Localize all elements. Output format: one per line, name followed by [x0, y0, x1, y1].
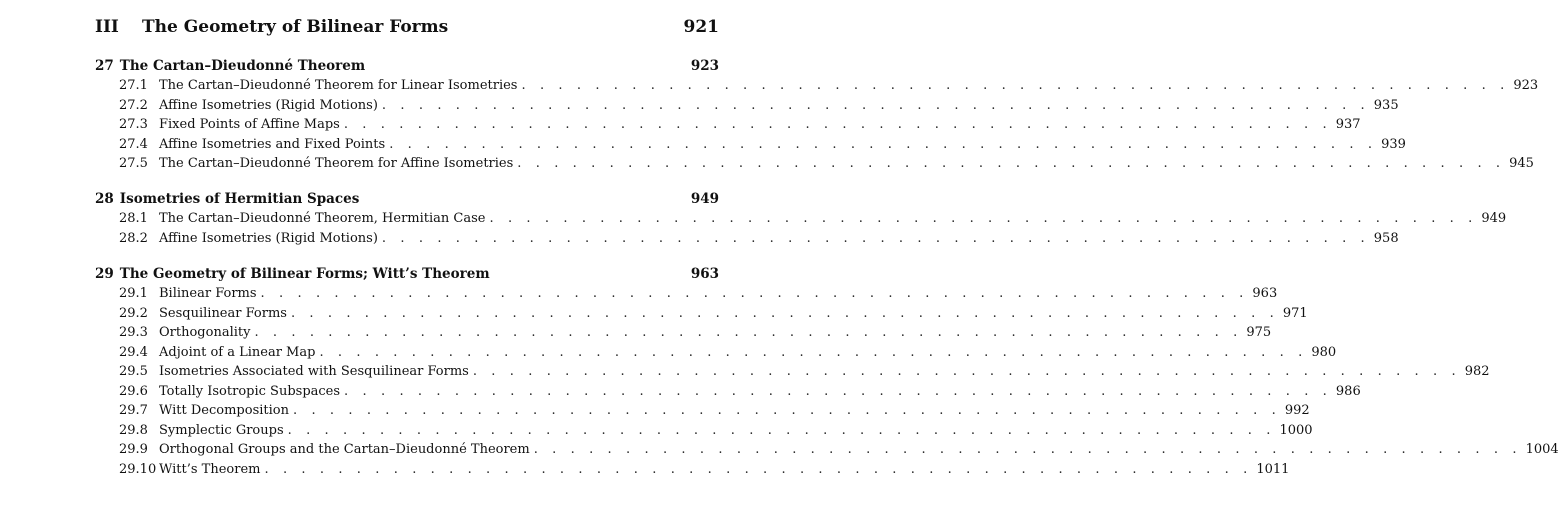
section-page-number: 971 — [1282, 305, 1308, 321]
toc-entry-29-9 — [119, 440, 1559, 459]
dot-leader: . . . . . . . . . . . . . . . . . . . . . . . . . . . . . . . . . . . . . . . . . . . . . . . . . . . . . . — [319, 344, 1308, 360]
dot-leader: . . . . . . . . . . . . . . . . . . . . . . . . . . . . . . . . . . . . . . . . . . . . . . . . . . . . . . — [381, 230, 1370, 246]
dot-leader: . . . . . . . . . . . . . . . . . . . . . . . . . . . . . . . . . . . . . . . . . . . . . . . . . . . . . . — [287, 422, 1276, 438]
section-number: 29.2 — [119, 305, 148, 321]
toc-entry-29-8 — [119, 421, 1313, 440]
chapter-number: 29 — [95, 266, 114, 282]
section-number: 29.3 — [119, 325, 148, 340]
toc-entry-29-4 — [119, 343, 1337, 362]
section-number: 29.9 — [119, 442, 148, 457]
section-title: Isometries Associated with Sesquilinear Forms — [159, 364, 469, 379]
section-page-number: 980 — [1311, 344, 1337, 360]
section-page-number: 1000 — [1279, 422, 1313, 438]
section-page-number: 982 — [1464, 364, 1490, 379]
section-title: The Cartan–Dieudonné Theorem, Hermitian Case — [159, 211, 486, 226]
section-title: Totally Isotropic Subspaces — [159, 383, 341, 399]
section-page-number: 939 — [1381, 136, 1406, 152]
section-title: Sesquilinear Forms — [159, 305, 287, 321]
dot-leader: . . . . . . . . . . . . . . . . . . . . . . . . . . . . . . . . . . . . . . . . . . . . . . . . . . . . . . — [343, 117, 1332, 132]
chapter-heading-28 — [95, 189, 719, 209]
toc-entry-29-1 — [119, 284, 1278, 303]
dot-leader: . . . . . . . . . . . . . . . . . . . . . . . . . . . . . . . . . . . . . . . . . . . . . . . . . . . . . . — [472, 364, 1461, 379]
chapter-title: The Cartan–Dieudonné Theorem — [119, 58, 366, 74]
dot-leader: . . . . . . . . . . . . . . . . . . . . . . . . . . . . . . . . . . . . . . . . . . . . . . . . . . . . . . — [290, 305, 1279, 321]
section-number: 28.1 — [119, 211, 148, 226]
part-heading — [95, 17, 719, 43]
section-title: The Cartan–Dieudonné Theorem for Affine Isometries — [159, 156, 514, 171]
toc-entry-27-4 — [119, 135, 1406, 154]
dot-leader: . . . . . . . . . . . . . . . . . . . . . . . . . . . . . . . . . . . . . . . . . . . . . . . . . . . . . . — [517, 156, 1506, 171]
section-title: Affine Isometries (Rigid Motions) — [159, 230, 378, 246]
section-page-number: 963 — [1252, 286, 1278, 301]
dot-leader: . . . . . . . . . . . . . . . . . . . . . . . . . . . . . . . . . . . . . . . . . . . . . . . . . . . . . . — [521, 78, 1510, 93]
toc-entry-27-1 — [119, 76, 1539, 95]
toc-entry-28-1 — [119, 209, 1507, 228]
part-page-number: 921 — [683, 17, 719, 37]
chapter-page-number: 923 — [690, 58, 719, 74]
section-title: Affine Isometries (Rigid Motions) — [159, 97, 378, 113]
section-number: 29.4 — [119, 344, 148, 360]
chapter-heading-29 — [95, 264, 719, 284]
toc-entry-27-5 — [119, 154, 1534, 173]
section-title: Orthogonal Groups and the Cartan–Dieudonné Theorem — [159, 442, 530, 457]
dot-leader: . . . . . . . . . . . . . . . . . . . . . . . . . . . . . . . . . . . . . . . . . . . . . . . . . . . . . . — [292, 403, 1281, 418]
section-page-number: 958 — [1373, 230, 1399, 246]
chapter-number: 27 — [95, 58, 114, 74]
chapter-number: 28 — [95, 191, 114, 207]
section-number: 27.1 — [119, 78, 148, 93]
dot-leader: . . . . . . . . . . . . . . . . . . . . . . . . . . . . . . . . . . . . . . . . . . . . . . . . . . . . . . — [389, 136, 1378, 152]
section-number: 27.2 — [119, 97, 148, 113]
section-page-number: 986 — [1335, 383, 1361, 399]
toc-entry-29-6 — [119, 382, 1361, 401]
section-page-number: 975 — [1246, 325, 1272, 340]
toc-entry-27-3 — [119, 115, 1361, 134]
section-number: 27.5 — [119, 156, 148, 171]
chapter-title: The Geometry of Bilinear Forms; Witt’s Theorem — [119, 266, 490, 282]
section-number: 27.4 — [119, 136, 148, 152]
dot-leader: . . . . . . . . . . . . . . . . . . . . . . . . . . . . . . . . . . . . . . . . . . . . . . . . . . . . . . — [344, 383, 1332, 399]
section-title: Witt Decomposition — [159, 403, 289, 418]
section-title: Adjoint of a Linear Map — [159, 344, 316, 360]
section-title: Fixed Points of Affine Maps — [159, 117, 340, 132]
chapter-page-number: 949 — [690, 191, 719, 207]
section-page-number: 945 — [1509, 156, 1534, 171]
section-page-number: 949 — [1481, 211, 1507, 226]
section-page-number: 992 — [1284, 403, 1310, 418]
section-title: Orthogonality — [159, 325, 251, 340]
toc-entry-29-2 — [119, 304, 1308, 323]
section-number: 28.2 — [119, 230, 148, 246]
section-title: Bilinear Forms — [159, 286, 257, 301]
section-number: 29.5 — [119, 364, 148, 379]
toc-entry-29-3 — [119, 323, 1272, 342]
section-title: The Cartan–Dieudonné Theorem for Linear Isometries — [159, 78, 518, 93]
section-number: 27.3 — [119, 117, 148, 132]
section-number: 29.6 — [119, 383, 148, 399]
section-title: Symplectic Groups — [159, 422, 284, 438]
dot-leader: . . . . . . . . . . . . . . . . . . . . . . . . . . . . . . . . . . . . . . . . . . . . . . . . . . . . . . — [254, 325, 1243, 340]
chapter-title: Isometries of Hermitian Spaces — [119, 191, 360, 207]
toc-entry-29-7 — [119, 401, 1310, 420]
dot-leader: . . . . . . . . . . . . . . . . . . . . . . . . . . . . . . . . . . . . . . . . . . . . . . . . . . . . . . — [489, 211, 1478, 226]
section-number: 29.7 — [119, 403, 148, 418]
dot-leader: . . . . . . . . . . . . . . . . . . . . . . . . . . . . . . . . . . . . . . . . . . . . . . . . . . . . . . — [381, 97, 1370, 113]
toc-entry-29-5 — [119, 362, 1490, 381]
toc-entry-28-2 — [119, 229, 1399, 248]
toc-entry-29-10 — [119, 460, 1290, 479]
dot-leader: . . . . . . . . . . . . . . . . . . . . . . . . . . . . . . . . . . . . . . . . . . . . . . . . . . . . . . — [264, 461, 1253, 477]
chapter-page-number: 963 — [690, 266, 719, 282]
section-number: 29.1 — [119, 286, 148, 301]
section-page-number: 1004 — [1525, 442, 1559, 457]
section-page-number: 923 — [1513, 78, 1539, 93]
part-number: III — [95, 17, 119, 37]
section-page-number: 935 — [1373, 97, 1399, 113]
dot-leader: . . . . . . . . . . . . . . . . . . . . . . . . . . . . . . . . . . . . . . . . . . . . . . . . . . . . . . — [260, 286, 1249, 301]
dot-leader: . . . . . . . . . . . . . . . . . . . . . . . . . . . . . . . . . . . . . . . . . . . . . . . . . . . . . . — [533, 442, 1522, 457]
section-title: Witt’s Theorem — [159, 461, 261, 477]
part-title: The Geometry of Bilinear Forms — [142, 17, 449, 37]
section-number: 29.10 — [119, 461, 157, 477]
section-page-number: 1011 — [1256, 461, 1290, 477]
toc-entry-27-2 — [119, 96, 1399, 115]
section-number: 29.8 — [119, 422, 148, 438]
chapter-heading-27 — [95, 56, 719, 76]
section-title: Affine Isometries and Fixed Points — [159, 136, 386, 152]
section-page-number: 937 — [1335, 117, 1361, 132]
